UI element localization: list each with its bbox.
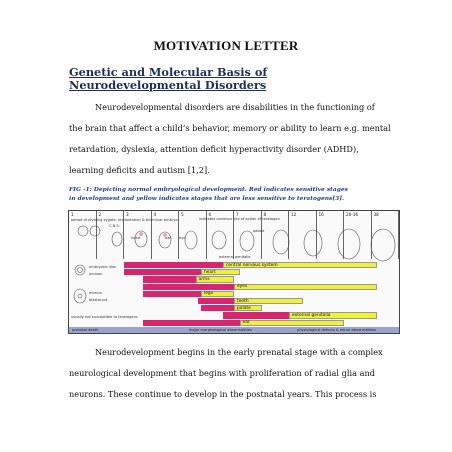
paragraph-1-line-2: the brain that affect a child’s behavior, memory or ability to learn e.g. mental bbox=[69, 123, 391, 133]
figure-ear-note: ear bbox=[165, 236, 171, 240]
sensitive-bar-segment bbox=[198, 298, 234, 304]
less-sensitive-bar-segment bbox=[240, 320, 345, 326]
fetus-week16-drawing bbox=[304, 230, 322, 256]
blastocyst-drawing bbox=[74, 289, 86, 303]
left-note-2: amnion bbox=[89, 272, 103, 276]
week-number: 3 bbox=[126, 212, 129, 217]
left-note-5: usually not susceptible to teratogens bbox=[71, 315, 138, 319]
figure-heart-note: heart bbox=[131, 236, 141, 240]
paragraph-2-line-3: neurons. These continue to develop in the postnatal years. This process is bbox=[69, 389, 377, 399]
section-heading bbox=[69, 66, 399, 92]
bottom-label-major-abnormalities: major morphological abnormalities bbox=[189, 328, 252, 332]
bar-label: arms bbox=[198, 277, 210, 282]
figure-eye-note: eye bbox=[179, 236, 186, 240]
embryology-figure bbox=[68, 210, 400, 334]
less-sensitive-bar-segment bbox=[234, 284, 377, 290]
week-number: 1 bbox=[71, 212, 74, 217]
paragraph-1-line-3: retardation, dyslexia, attention deficit hyperactivity disorder (ADHD), bbox=[69, 144, 359, 154]
bottom-label-physiological-defects: physiological defects & minor abnormalities bbox=[297, 328, 377, 332]
fetus-week38-drawing bbox=[371, 229, 395, 261]
figure-common-site-note: indicates common site of action of teratogen bbox=[199, 217, 280, 221]
bar-label: eyes bbox=[237, 284, 248, 290]
morula-drawing bbox=[90, 226, 100, 236]
week-number: 8 bbox=[263, 212, 267, 217]
bar-label: ear bbox=[242, 320, 250, 326]
figure-caption-line-2: in development and yellow indicates stages that are less sensitive to teratogens[3]. bbox=[69, 195, 345, 202]
figure-palate-note: palate bbox=[253, 229, 265, 233]
bar-label: heart bbox=[204, 269, 216, 275]
figure-cns-note: C.N.S. bbox=[109, 224, 120, 228]
bar-label: palate bbox=[237, 305, 251, 311]
figure-left-note: period of dividing zygote, implantation & bilaminar embryo bbox=[71, 218, 178, 222]
paragraph-1-line-1: Neurodevelopmental disorders are disabilities in the functioning of bbox=[95, 102, 375, 112]
sensitive-bar-segment bbox=[124, 262, 223, 268]
week-number: 20-36 bbox=[346, 212, 359, 217]
embryo-week7-drawing bbox=[212, 231, 226, 249]
week-number: 7 bbox=[236, 212, 239, 217]
week-number: 5 bbox=[181, 212, 184, 217]
embryo-week8-drawing bbox=[240, 231, 254, 251]
sensitive-bar-segment bbox=[143, 284, 234, 290]
week-number: 12 bbox=[291, 212, 297, 217]
left-note-1: embryonic disc bbox=[89, 265, 117, 269]
week-number: 6 bbox=[208, 212, 212, 217]
zygote-drawing bbox=[78, 226, 88, 236]
left-note-3: morula bbox=[89, 291, 102, 295]
bar-label: teeth bbox=[237, 298, 249, 304]
sensitive-bar-segment bbox=[201, 305, 234, 311]
bar-label: central nervous system bbox=[226, 262, 278, 268]
week-number: 16 bbox=[318, 212, 324, 217]
fetus-week20-36-drawing bbox=[338, 229, 360, 259]
bar-label: legs bbox=[204, 291, 213, 297]
sensitive-bar-segment bbox=[124, 269, 201, 275]
paragraph-1-line-4: learning deficits and autism [1,2]. bbox=[69, 165, 210, 175]
week-number: 4 bbox=[153, 212, 157, 217]
figure-genitalia-note: external genitalia bbox=[219, 255, 251, 259]
paragraph-2-line-2: neurological development that begins with proliferation of radial glia and bbox=[69, 368, 375, 378]
embryo-week3-drawing bbox=[112, 232, 122, 246]
bottom-label-prenatal-death: prenatal death bbox=[72, 328, 99, 332]
fetus-week12-drawing bbox=[273, 230, 289, 254]
sensitive-bar-segment bbox=[143, 291, 201, 297]
document-title: MOTIVATION LETTER bbox=[153, 38, 299, 53]
sensitive-bar-segment bbox=[143, 276, 195, 282]
bar-label: external genitalia bbox=[292, 313, 331, 318]
embryonic-disc-drawing bbox=[75, 265, 85, 275]
sensitive-bar-segment bbox=[223, 312, 289, 318]
sensitive-bar-segment bbox=[143, 320, 239, 326]
week-number: 2 bbox=[98, 212, 102, 217]
paragraph-2-line-1: Neurodevelopment begins in the early prenatal stage with a complex bbox=[95, 347, 383, 357]
figure-caption-line-1: FIG -1: Depicting normal embryological development. Red indicates sensitive stages bbox=[69, 186, 348, 193]
section-heading-line-1: Genetic and Molecular Basis of bbox=[69, 65, 268, 79]
left-note-4: blastocyst bbox=[89, 298, 108, 302]
week-number: 38 bbox=[373, 212, 379, 217]
embryo-week6-drawing bbox=[185, 231, 197, 249]
section-heading-line-2: Neurodevelopmental Disorders bbox=[69, 78, 267, 92]
